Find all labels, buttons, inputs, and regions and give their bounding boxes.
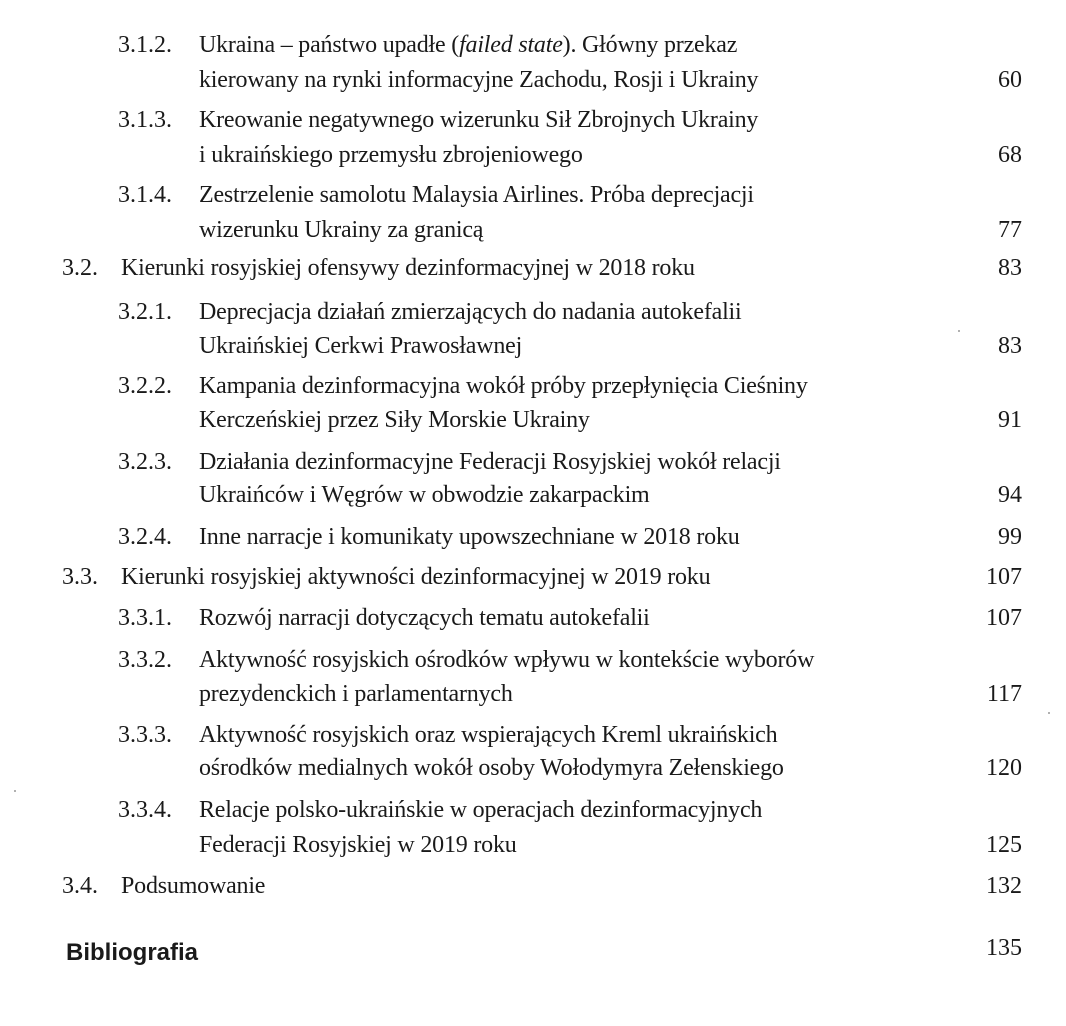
toc-entry-title-line	[199, 141, 583, 169]
toc-entry-number: 3.2.1.	[118, 299, 172, 325]
bibliography-page-number: 135	[986, 935, 1022, 961]
toc-entry-title-line	[121, 563, 710, 591]
toc-entry-number: 3.3.1.	[118, 605, 172, 631]
title-text: Kampania dezinformacyjna wokół próby przepłynięcia Cieśniny	[199, 373, 808, 399]
toc-entry-title-line	[199, 332, 522, 360]
toc-entry-page-number: 68	[998, 142, 1022, 168]
toc-entry-page-number: 77	[998, 217, 1022, 243]
toc-entry-page-number: 107	[986, 605, 1022, 631]
toc-entry-title-line	[199, 31, 737, 59]
title-text: Zestrzelenie samolotu Malaysia Airlines. Próba deprecjacji	[199, 182, 754, 208]
toc-entry-title-line	[199, 721, 777, 749]
toc-entry-title-line	[199, 448, 781, 476]
toc-entry-title-line	[199, 298, 741, 326]
toc-entry-number: 3.1.3.	[118, 107, 172, 133]
title-text: Inne narracje i komunikaty upowszechniane w 2018 roku	[199, 524, 740, 550]
toc-entry-title-line	[121, 872, 265, 900]
toc-entry-page-number: 99	[998, 524, 1022, 550]
title-text: Kerczeńskiej przez Siły Morskie Ukrainy	[199, 407, 590, 433]
toc-entry-number: 3.1.4.	[118, 182, 172, 208]
toc-entry-title-line	[121, 254, 695, 282]
title-text: i ukraińskiego przemysłu zbrojeniowego	[199, 142, 583, 168]
toc-entry-page-number: 83	[998, 333, 1022, 359]
title-text: Federacji Rosyjskiej w 2019 roku	[199, 832, 517, 858]
toc-entry-title-line	[199, 680, 513, 708]
toc-entry-title-line	[199, 372, 808, 400]
toc-entry-page-number: 125	[986, 832, 1022, 858]
title-text: prezydenckich i parlamentarnych	[199, 681, 513, 707]
toc-entry-title-line	[199, 216, 483, 244]
toc-entry-page-number: 107	[986, 564, 1022, 590]
toc-entry-number: 3.3.4.	[118, 797, 172, 823]
title-text: Kierunki rosyjskiej ofensywy dezinformacyjnej w 2018 roku	[121, 255, 695, 281]
bibliography-heading: Bibliografia	[66, 939, 199, 966]
title-text: Działania dezinformacyjne Federacji Rosyjskiej wokół relacji	[199, 449, 781, 475]
toc-entry-title-line	[199, 796, 762, 824]
title-text: Ukraińców i Węgrów w obwodzie zakarpackim	[199, 482, 650, 508]
toc-entry-title-line	[199, 604, 650, 632]
title-text: Deprecjacja działań zmierzających do nadania autokefalii	[199, 299, 742, 325]
toc-entry-title-line	[199, 646, 814, 674]
toc-entry-number: 3.1.2.	[118, 32, 172, 58]
italic-term: failed state	[459, 32, 563, 58]
title-text: wizerunku Ukrainy za granicą	[199, 217, 484, 243]
toc-entry-number: 3.4.	[62, 873, 98, 899]
toc-entry-page-number: 117	[986, 681, 1022, 707]
toc-entry-title-line	[199, 754, 784, 782]
title-text: Aktywność rosyjskich oraz wspierających Kreml ukraińskich	[199, 722, 778, 748]
title-text: Ukraina – państwo upadłe (	[199, 32, 460, 58]
toc-entry-title-line	[199, 66, 758, 94]
toc-entry-number: 3.2.3.	[118, 449, 172, 475]
toc-entry-number: 3.2.2.	[118, 373, 172, 399]
toc-entry-page-number: 94	[998, 482, 1022, 508]
title-text: Podsumowanie	[121, 873, 266, 899]
title-text: Aktywność rosyjskich ośrodków wpływu w kontekście wyborów	[199, 647, 815, 673]
toc-entry-title-line	[199, 406, 590, 434]
toc-entry-title-line	[199, 523, 740, 551]
title-text: Rozwój narracji dotyczących tematu autokefalii	[199, 605, 650, 631]
toc-entry-title-line	[199, 481, 650, 509]
toc-entry-number: 3.3.	[62, 564, 98, 590]
toc-entry-title-line	[199, 181, 754, 209]
toc-entry-page-number: 91	[998, 407, 1022, 433]
toc-entry-page-number: 60	[998, 67, 1022, 93]
toc-entry-title-line	[199, 831, 517, 859]
toc-entry-number: 3.2.	[62, 255, 98, 281]
toc-entry-page-number: 132	[986, 873, 1022, 899]
toc-entry-title-line	[199, 106, 758, 134]
scan-speck	[958, 330, 960, 332]
toc-entry-page-number: 83	[998, 255, 1022, 281]
scan-speck	[14, 790, 16, 792]
scan-speck	[1048, 712, 1050, 714]
toc-entry-number: 3.2.4.	[118, 524, 172, 550]
title-text: ośrodków medialnych wokół osoby Wołodymyra Zełenskiego	[199, 755, 784, 781]
title-text: Kierunki rosyjskiej aktywności dezinformacyjnej w 2019 roku	[121, 564, 711, 590]
title-text: Ukraińskiej Cerkwi Prawosławnej	[199, 333, 523, 359]
title-text: Relacje polsko-ukraińskie w operacjach dezinformacyjnych	[199, 797, 763, 823]
title-text: Kreowanie negatywnego wizerunku Sił Zbrojnych Ukrainy	[199, 107, 759, 133]
title-text: kierowany na rynki informacyjne Zachodu, Rosji i Ukrainy	[199, 67, 759, 93]
toc-entry-number: 3.3.2.	[118, 647, 172, 673]
toc-entry-page-number: 120	[986, 755, 1022, 781]
title-text: ). Główny przekaz	[562, 32, 738, 58]
toc-entry-number: 3.3.3.	[118, 722, 172, 748]
